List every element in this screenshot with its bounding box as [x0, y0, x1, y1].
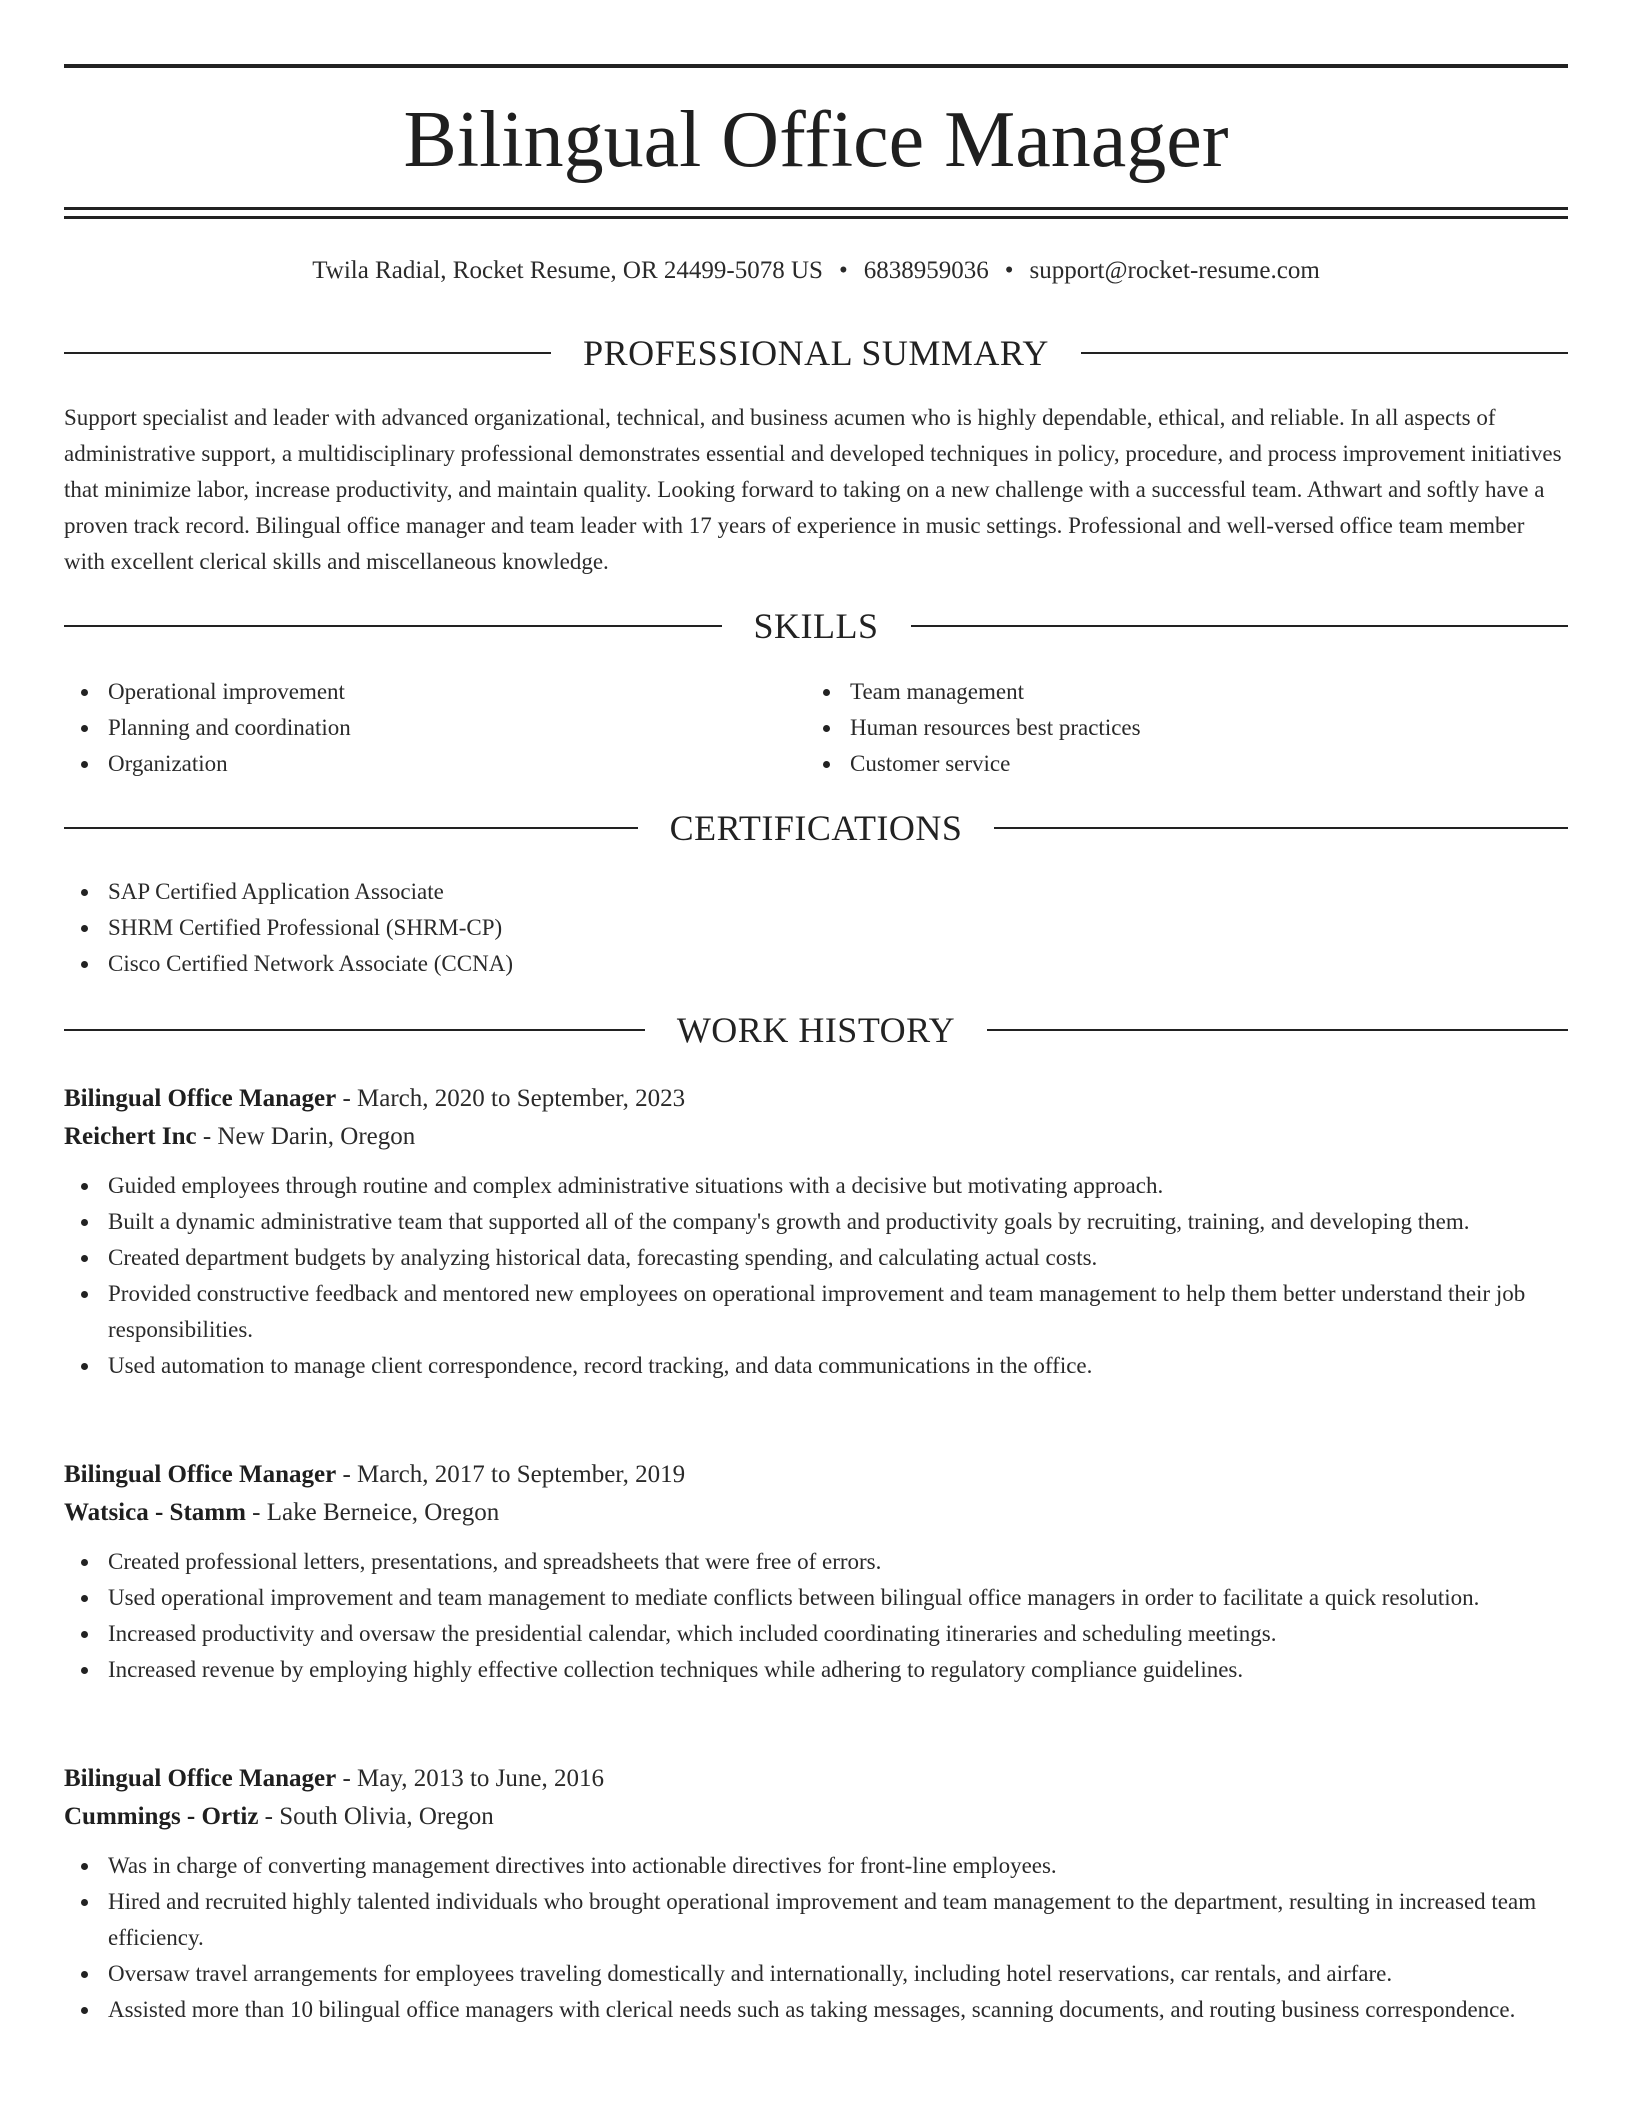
job-bullet: Used operational improvement and team management to mediate conflicts between bilingual office managers in order to facilitate a quick resolution.	[64, 1580, 1568, 1616]
job-bullet: Created department budgets by analyzing historical data, forecasting spending, and calculating actual costs.	[64, 1240, 1568, 1276]
summary-heading	[64, 333, 1568, 373]
skills-list-right	[806, 674, 1406, 782]
job-bullets	[64, 1848, 1568, 2028]
skills-heading	[64, 606, 1568, 646]
skill-item: Planning and coordination	[64, 710, 664, 746]
job-bullet: Used automation to manage client correspondence, record tracking, and data communications in the office.	[64, 1348, 1568, 1384]
heading-rule	[1081, 352, 1568, 354]
title-double-rule	[64, 207, 1568, 219]
job-title-line	[64, 1456, 1568, 1494]
job-location: - New Darin, Oregon	[196, 1123, 416, 1150]
job-company: Watsica - Stamm	[64, 1499, 246, 1526]
job-location: - Lake Berneice, Oregon	[245, 1499, 500, 1526]
job-title: Bilingual Office Manager	[64, 1085, 337, 1112]
certification-item: SAP Certified Application Associate	[64, 874, 964, 910]
heading-rule	[64, 625, 722, 627]
job-company: Reichert Inc	[64, 1123, 197, 1150]
certification-item: SHRM Certified Professional (SHRM-CP)	[64, 910, 964, 946]
skills-list-left	[64, 674, 664, 782]
job-title: Bilingual Office Manager	[64, 1765, 337, 1792]
job-bullet: Assisted more than 10 bilingual office managers with clerical needs such as taking messages, scanning documents, and routing business correspondence.	[64, 1992, 1568, 2028]
summary-text: Support specialist and leader with advanced organizational, technical, and business acumen who is highly dependable, ethical, and reliable. In all aspects of administrative support, a multidisciplinary professional demonstrates essential and developed techniques in policy, procedure, and process improvement initiatives that minimize labor, increase productivity, and maintain quality. Looking forward to taking on a new challenge with a successful team. Athwart and softly have a proven track record. Bilingual office manager and team leader with 17 years of experience in music settings. Professional and well-versed office team member with excellent clerical skills and miscellaneous knowledge.	[64, 405, 1562, 574]
work-history-heading	[64, 1010, 1568, 1050]
job-title-line	[64, 1080, 1568, 1118]
job-bullet: Was in charge of converting management directives into actionable directives for front-line employees.	[64, 1848, 1568, 1884]
skill-item: Operational improvement	[64, 674, 664, 710]
job-entry	[64, 1456, 1568, 1688]
contact-separator: •	[1004, 257, 1014, 284]
job-dates: - March, 2017 to September, 2019	[336, 1461, 686, 1488]
job-bullet: Provided constructive feedback and mentored new employees on operational improvement and team management to help them better understand their job responsibilities.	[64, 1276, 1568, 1348]
job-dates: - May, 2013 to June, 2016	[336, 1765, 605, 1792]
job-company-line	[64, 1798, 1568, 1836]
contact-address: Twila Radial, Rocket Resume, OR 24499-5078 US	[312, 257, 823, 284]
heading-rule	[64, 352, 551, 354]
heading-rule	[64, 1029, 645, 1031]
certifications-heading	[64, 808, 1568, 848]
heading-rule	[987, 1029, 1568, 1031]
skill-item: Organization	[64, 746, 664, 782]
contact-phone[interactable]: 6838959036	[863, 257, 989, 284]
job-bullet: Created professional letters, presentations, and spreadsheets that were free of errors.	[64, 1544, 1568, 1580]
job-entry	[64, 1080, 1568, 1384]
contact-email[interactable]: support@rocket-resume.com	[1029, 257, 1320, 284]
job-bullet: Oversaw travel arrangements for employees traveling domestically and internationally, including hotel reservations, car rentals, and airfare.	[64, 1956, 1568, 1992]
job-dates: - March, 2020 to September, 2023	[336, 1085, 686, 1112]
skills-heading-label: SKILLS	[753, 606, 879, 646]
heading-rule	[64, 827, 638, 829]
contact-line	[64, 254, 1568, 288]
summary-heading-label: PROFESSIONAL SUMMARY	[583, 333, 1049, 373]
job-location: - South Olivia, Oregon	[258, 1803, 494, 1830]
job-title: Bilingual Office Manager	[64, 1461, 337, 1488]
work-history-heading-label: WORK HISTORY	[676, 1010, 956, 1050]
top-rule	[64, 64, 1568, 68]
job-bullet: Hired and recruited highly talented individuals who brought operational improvement and team management to the department, resulting in increased team efficiency.	[64, 1884, 1568, 1956]
job-bullet: Guided employees through routine and complex administrative situations with a decisive but motivating approach.	[64, 1168, 1568, 1204]
certifications-list	[64, 874, 964, 982]
job-company-line	[64, 1494, 1568, 1532]
job-bullet: Increased revenue by employing highly effective collection techniques while adhering to regulatory compliance guidelines.	[64, 1652, 1568, 1688]
heading-rule	[911, 625, 1569, 627]
contact-separator: •	[838, 257, 848, 284]
heading-rule	[994, 827, 1568, 829]
skill-item: Team management	[806, 674, 1406, 710]
certifications-heading-label: CERTIFICATIONS	[669, 808, 963, 848]
skill-item: Human resources best practices	[806, 710, 1406, 746]
certification-item: Cisco Certified Network Associate (CCNA)	[64, 946, 964, 982]
job-bullet: Increased productivity and oversaw the presidential calendar, which included coordinating itineraries and scheduling meetings.	[64, 1616, 1568, 1652]
resume-title: Bilingual Office Manager	[403, 96, 1229, 184]
job-title-line	[64, 1760, 1568, 1798]
job-company-line	[64, 1118, 1568, 1156]
job-bullet: Built a dynamic administrative team that supported all of the company's growth and productivity goals by recruiting, training, and developing them.	[64, 1204, 1568, 1240]
job-company: Cummings - Ortiz	[64, 1803, 259, 1830]
job-entry	[64, 1760, 1568, 2028]
skill-item: Customer service	[806, 746, 1406, 782]
job-bullets	[64, 1168, 1568, 1384]
job-bullets	[64, 1544, 1568, 1688]
